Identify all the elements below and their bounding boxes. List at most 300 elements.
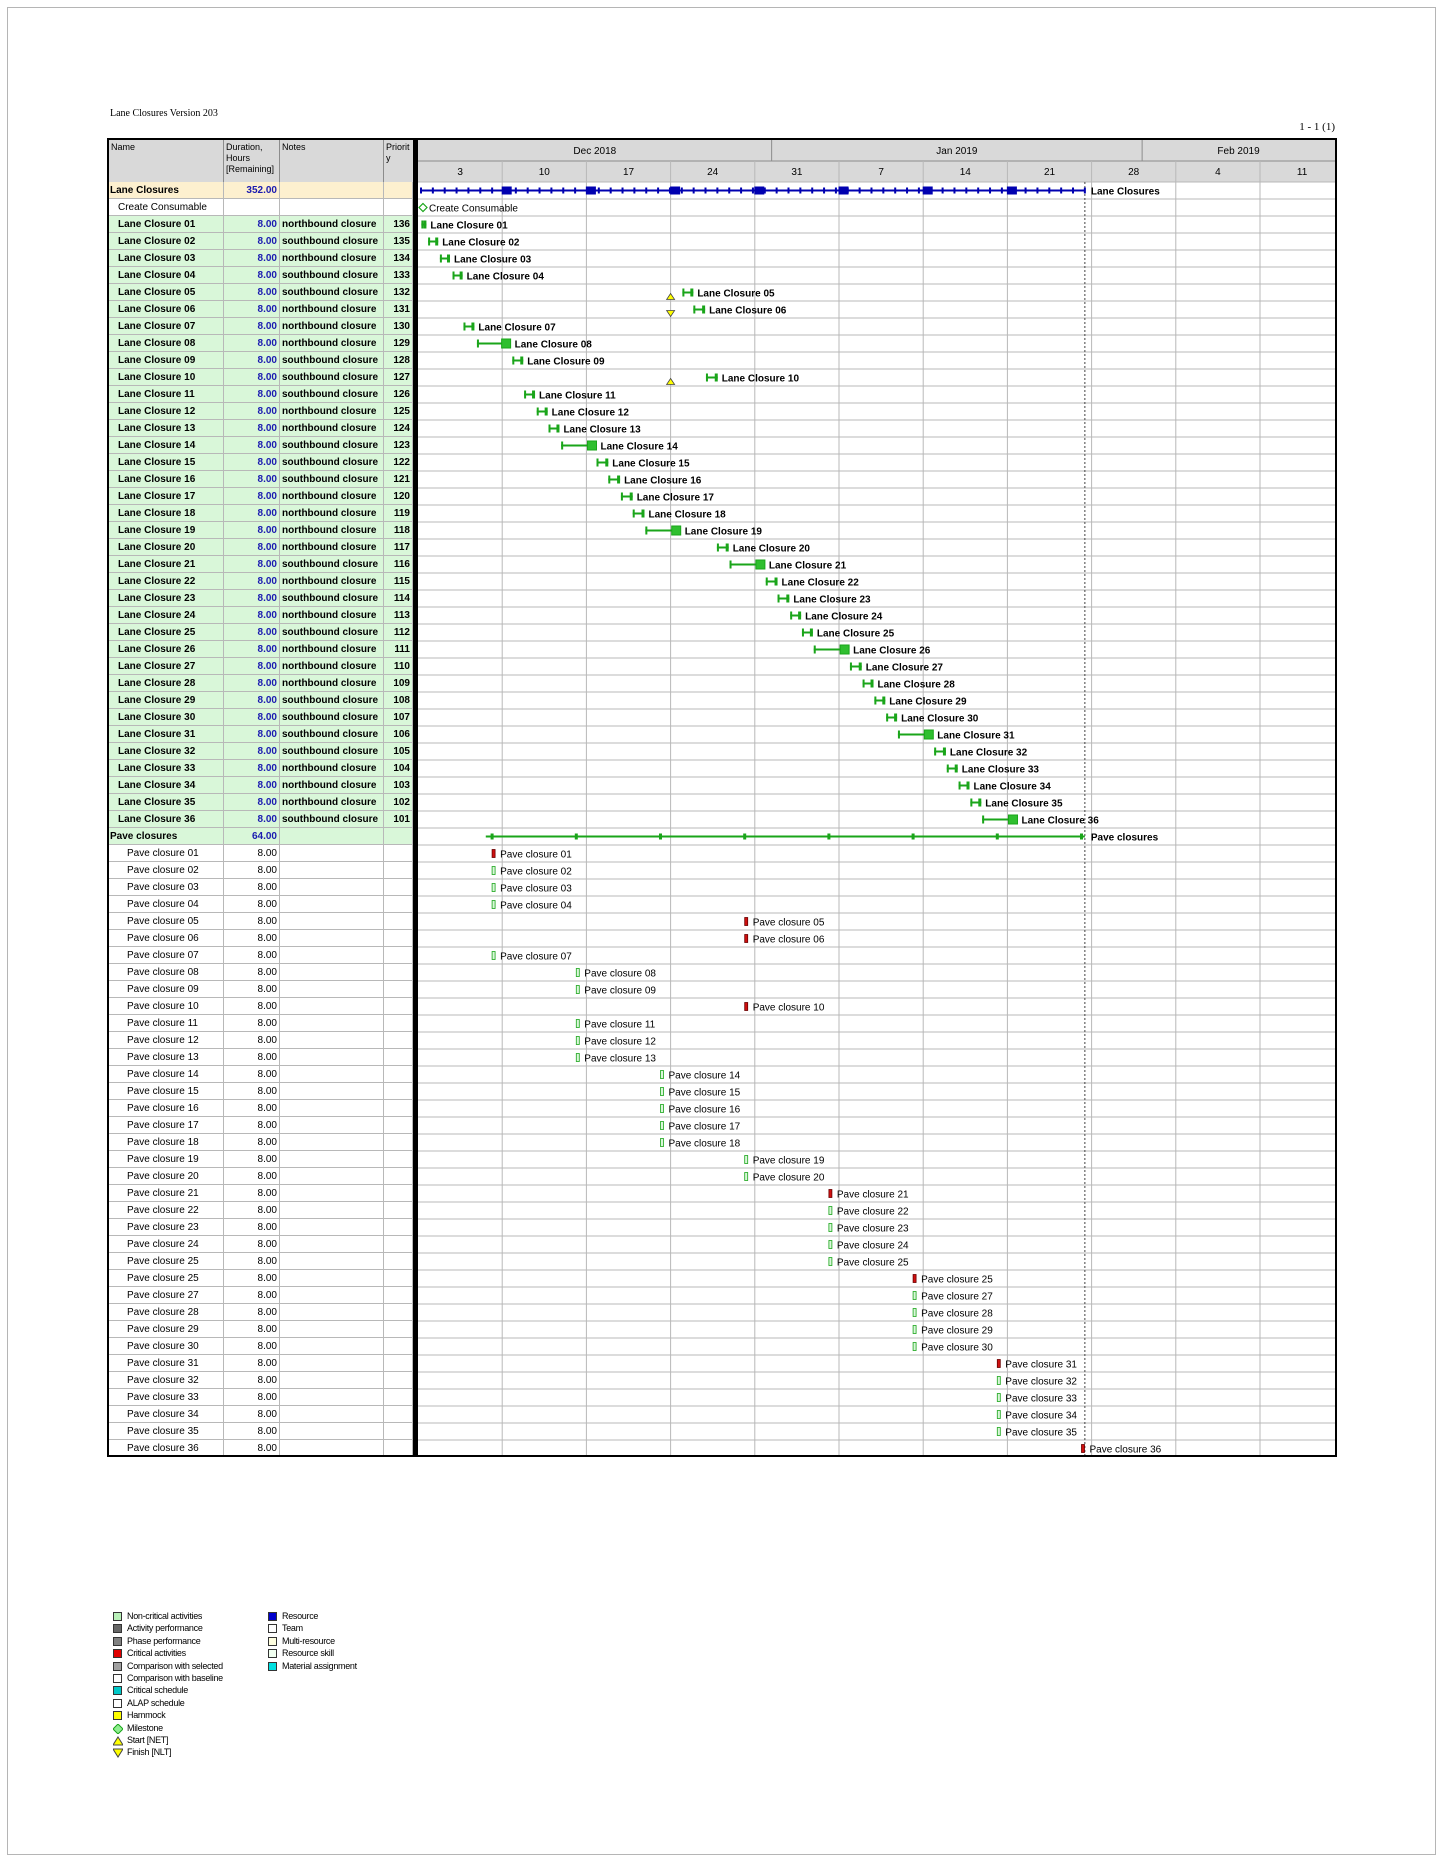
cell-duration: 8.00 bbox=[224, 369, 280, 386]
cell-priority: 111 bbox=[384, 641, 413, 658]
cell-notes bbox=[280, 1270, 384, 1287]
cell-name: Lane Closure 28 bbox=[109, 675, 224, 692]
table-row[interactable] bbox=[109, 1338, 413, 1355]
bar-label: Lane Closure 28 bbox=[877, 679, 955, 691]
table-row[interactable] bbox=[109, 760, 413, 777]
table-row[interactable] bbox=[109, 386, 413, 403]
table-row[interactable] bbox=[109, 1423, 413, 1440]
bar-label: Lane Closure 36 bbox=[1021, 815, 1099, 827]
table-row[interactable] bbox=[109, 1321, 413, 1338]
table-row[interactable] bbox=[109, 301, 413, 318]
task-bar-end-cap bbox=[617, 476, 620, 484]
task-bar-end-cap bbox=[798, 612, 801, 620]
table-row[interactable] bbox=[109, 250, 413, 267]
pave-bar bbox=[745, 1173, 748, 1181]
table-row[interactable] bbox=[109, 1372, 413, 1389]
bar-label: Pave closure 34 bbox=[1005, 1410, 1078, 1422]
table-row[interactable] bbox=[109, 403, 413, 420]
cell-duration: 8.00 bbox=[224, 709, 280, 726]
cell-priority: 120 bbox=[384, 488, 413, 505]
table-row[interactable] bbox=[109, 777, 413, 794]
cell-priority bbox=[384, 1100, 413, 1117]
summary-tick bbox=[989, 188, 991, 194]
legend-label: Comparison with selected bbox=[127, 1660, 223, 1671]
cell-priority: 109 bbox=[384, 675, 413, 692]
task-bar-start-cap bbox=[633, 510, 635, 518]
table-row[interactable] bbox=[109, 624, 413, 641]
cell-priority: 116 bbox=[384, 556, 413, 573]
cell-notes bbox=[280, 1372, 384, 1389]
critical-pave-bar bbox=[1081, 1445, 1084, 1453]
cell-notes: southbound closure bbox=[280, 233, 384, 250]
gantt-svg bbox=[418, 140, 1335, 1455]
cell-priority bbox=[384, 1032, 413, 1049]
table-row[interactable] bbox=[109, 1049, 413, 1066]
cell-duration: 8.00 bbox=[224, 556, 280, 573]
cell-priority: 114 bbox=[384, 590, 413, 607]
task-bar-start-cap bbox=[970, 799, 972, 807]
cell-name: Pave closures bbox=[109, 828, 224, 845]
table-row[interactable] bbox=[109, 743, 413, 760]
table-row[interactable] bbox=[109, 845, 413, 862]
bar-label: Pave closure 23 bbox=[836, 1223, 909, 1235]
cell-priority: 124 bbox=[384, 420, 413, 437]
table-row[interactable] bbox=[109, 182, 413, 199]
bar-label: Lane Closure 11 bbox=[539, 390, 616, 402]
bar-label: Lane Closures bbox=[1090, 186, 1160, 198]
cell-duration: 8.00 bbox=[224, 1406, 280, 1423]
task-bar-start-cap bbox=[597, 459, 599, 467]
cell-notes bbox=[280, 1321, 384, 1338]
task-bar-start-cap bbox=[453, 272, 455, 280]
bar-label: Lane Closure 10 bbox=[721, 373, 800, 385]
cell-notes: northbound closure bbox=[280, 760, 384, 777]
pave-bar bbox=[576, 1037, 579, 1045]
legend-label: Finish [NLT] bbox=[127, 1747, 172, 1758]
table-row[interactable] bbox=[109, 1219, 413, 1236]
table-row[interactable] bbox=[109, 1440, 413, 1457]
cell-duration: 8.00 bbox=[224, 913, 280, 930]
task-bar-end-cap bbox=[871, 680, 874, 688]
cell-name: Lane Closure 09 bbox=[109, 352, 224, 369]
summary-tick bbox=[491, 188, 493, 194]
cell-duration: 8.00 bbox=[224, 1117, 280, 1134]
cell-duration: 8.00 bbox=[224, 1236, 280, 1253]
table-row[interactable] bbox=[109, 726, 413, 743]
cell-priority bbox=[384, 1389, 413, 1406]
cell-notes: southbound closure bbox=[280, 726, 384, 743]
table-row[interactable] bbox=[109, 1355, 413, 1372]
resource-block bbox=[670, 187, 680, 195]
bar-label: Lane Closure 05 bbox=[697, 288, 775, 300]
table-row[interactable] bbox=[109, 828, 413, 845]
table-row[interactable] bbox=[109, 522, 413, 539]
table-row[interactable] bbox=[109, 811, 413, 828]
table-row[interactable] bbox=[109, 1083, 413, 1100]
cell-notes: southbound closure bbox=[280, 454, 384, 471]
column-header-priority[interactable] bbox=[384, 140, 413, 182]
bar-label: Pave closure 24 bbox=[836, 1240, 909, 1252]
summary-tick bbox=[456, 188, 458, 194]
cell-duration: 8.00 bbox=[224, 403, 280, 420]
task-bar-end-cap bbox=[955, 765, 958, 773]
task-bar-start-cap bbox=[766, 578, 768, 586]
task-bar-end-cap bbox=[859, 663, 862, 671]
table-row[interactable] bbox=[109, 539, 413, 556]
table-row[interactable] bbox=[109, 1134, 413, 1151]
cell-notes: southbound closure bbox=[280, 369, 384, 386]
task-bar-start-cap bbox=[778, 595, 780, 603]
cell-notes: southbound closure bbox=[280, 624, 384, 641]
legend-label: Activity performance bbox=[127, 1623, 203, 1634]
table-row[interactable] bbox=[109, 420, 413, 437]
summary-tick bbox=[515, 188, 517, 194]
cell-duration: 8.00 bbox=[224, 250, 280, 267]
cell-notes bbox=[280, 1134, 384, 1151]
table-row[interactable] bbox=[109, 1151, 413, 1168]
table-row[interactable] bbox=[109, 1406, 413, 1423]
table-row[interactable] bbox=[109, 488, 413, 505]
triangle-down-glyph bbox=[113, 1748, 123, 1758]
table-row[interactable] bbox=[109, 862, 413, 879]
resource-block bbox=[839, 187, 849, 195]
pave-summary-tick bbox=[996, 834, 999, 840]
cell-name: Pave closure 13 bbox=[109, 1049, 224, 1066]
cell-duration: 8.00 bbox=[224, 573, 280, 590]
cell-notes bbox=[280, 1287, 384, 1304]
task-bar-end-cap bbox=[715, 374, 718, 382]
pave-bar bbox=[829, 1258, 832, 1266]
week-label: 28 bbox=[1128, 167, 1140, 178]
finish-nlt-marker bbox=[667, 311, 675, 317]
cell-duration: 8.00 bbox=[224, 930, 280, 947]
pave-bar bbox=[576, 969, 579, 977]
table-row[interactable] bbox=[109, 641, 413, 658]
task-bar-end-cap bbox=[810, 629, 813, 637]
cell-priority: 119 bbox=[384, 505, 413, 522]
table-row[interactable] bbox=[109, 267, 413, 284]
summary-tick bbox=[965, 188, 967, 194]
cell-duration: 8.00 bbox=[224, 216, 280, 233]
bar-label: Lane Closure 31 bbox=[937, 730, 1015, 742]
table-row[interactable] bbox=[109, 199, 413, 216]
bar-label: Lane Closure 17 bbox=[636, 492, 714, 504]
cell-priority bbox=[384, 879, 413, 896]
pave-bar bbox=[997, 1377, 1000, 1385]
cell-duration: 8.00 bbox=[224, 539, 280, 556]
table-row[interactable] bbox=[109, 1066, 413, 1083]
cell-notes: northbound closure bbox=[280, 403, 384, 420]
cell-priority bbox=[384, 913, 413, 930]
cell-notes: northbound closure bbox=[280, 216, 384, 233]
table-row[interactable] bbox=[109, 658, 413, 675]
start-net-marker bbox=[667, 294, 675, 300]
cell-notes: northbound closure bbox=[280, 505, 384, 522]
table-row[interactable] bbox=[109, 1117, 413, 1134]
task-bar-start-cap bbox=[886, 714, 888, 722]
task-bar-start-cap bbox=[802, 629, 804, 637]
legend-swatch bbox=[268, 1624, 277, 1633]
cell-priority: 117 bbox=[384, 539, 413, 556]
cell-duration bbox=[224, 199, 280, 216]
task-bar-block bbox=[924, 730, 933, 739]
bar-label: Lane Closure 18 bbox=[648, 509, 726, 521]
table-row[interactable] bbox=[109, 352, 413, 369]
cell-name: Pave closure 18 bbox=[109, 1134, 224, 1151]
diamond-shape bbox=[113, 1724, 123, 1734]
cell-priority: 101 bbox=[384, 811, 413, 828]
task-bar-start-cap bbox=[693, 306, 695, 314]
critical-pave-bar bbox=[829, 1190, 832, 1198]
pave-bar bbox=[492, 952, 495, 960]
table-row[interactable] bbox=[109, 1236, 413, 1253]
activity-table bbox=[107, 138, 415, 1457]
cell-duration: 8.00 bbox=[224, 1321, 280, 1338]
pave-bar bbox=[576, 986, 579, 994]
table-row[interactable] bbox=[109, 590, 413, 607]
summary-tick bbox=[598, 188, 600, 194]
summary-tick bbox=[479, 188, 481, 194]
bar-label: Pave closure 06 bbox=[752, 934, 825, 946]
cell-priority bbox=[384, 1151, 413, 1168]
cell-priority bbox=[384, 998, 413, 1015]
table-row[interactable] bbox=[109, 1389, 413, 1406]
table-row[interactable] bbox=[109, 947, 413, 964]
cell-notes: northbound closure bbox=[280, 318, 384, 335]
cell-duration: 8.00 bbox=[224, 1032, 280, 1049]
cell-duration: 8.00 bbox=[224, 1151, 280, 1168]
table-row[interactable] bbox=[109, 1304, 413, 1321]
table-row[interactable] bbox=[109, 1270, 413, 1287]
table-row[interactable] bbox=[109, 437, 413, 454]
bar-label: Pave closure 07 bbox=[500, 951, 572, 963]
table-row[interactable] bbox=[109, 1100, 413, 1117]
task-bar-end-cap bbox=[690, 289, 693, 297]
table-row[interactable] bbox=[109, 607, 413, 624]
cell-name: Pave closure 06 bbox=[109, 930, 224, 947]
cell-priority: 132 bbox=[384, 284, 413, 301]
summary-tick bbox=[657, 188, 659, 194]
cell-notes bbox=[280, 1219, 384, 1236]
cell-name: Pave closure 24 bbox=[109, 1236, 224, 1253]
table-row[interactable] bbox=[109, 913, 413, 930]
legend-swatch bbox=[268, 1649, 277, 1658]
cell-notes: southbound closure bbox=[280, 556, 384, 573]
bar-label: Lane Closure 32 bbox=[949, 747, 1028, 759]
column-header-name[interactable] bbox=[109, 140, 224, 182]
cell-duration: 8.00 bbox=[224, 743, 280, 760]
task-bar-block bbox=[588, 441, 597, 450]
summary-tick bbox=[574, 188, 576, 194]
pave-bar bbox=[576, 1020, 579, 1028]
task-bar-start-cap bbox=[850, 663, 852, 671]
table-row[interactable] bbox=[109, 930, 413, 947]
table-row[interactable] bbox=[109, 369, 413, 386]
cell-duration: 8.00 bbox=[224, 658, 280, 675]
table-row[interactable] bbox=[109, 1287, 413, 1304]
cell-duration: 8.00 bbox=[224, 1168, 280, 1185]
cell-priority: 106 bbox=[384, 726, 413, 743]
cell-priority: 103 bbox=[384, 777, 413, 794]
cell-notes: northbound closure bbox=[280, 420, 384, 437]
legend-swatch bbox=[113, 1686, 122, 1695]
table-row[interactable] bbox=[109, 216, 413, 233]
bar-label: Lane Closure 23 bbox=[793, 594, 871, 606]
cell-name: Pave closure 12 bbox=[109, 1032, 224, 1049]
table-row[interactable] bbox=[109, 1168, 413, 1185]
legend-label: ALAP schedule bbox=[127, 1697, 185, 1708]
legend-swatch bbox=[113, 1711, 122, 1720]
cell-notes: northbound closure bbox=[280, 301, 384, 318]
task-bar-end-cap bbox=[532, 391, 535, 399]
cell-notes: northbound closure bbox=[280, 641, 384, 658]
bar-label: Lane Closure 12 bbox=[551, 407, 629, 419]
task-bar-end-cap bbox=[702, 306, 705, 314]
cell-name: Pave closure 08 bbox=[109, 964, 224, 981]
table-row[interactable] bbox=[109, 233, 413, 250]
summary-tick bbox=[716, 188, 718, 194]
summary-tick bbox=[882, 188, 884, 194]
bar-label: Pave closure 21 bbox=[836, 1189, 909, 1201]
bar-label: Create Consumable bbox=[429, 203, 518, 215]
table-row[interactable] bbox=[109, 879, 413, 896]
cell-priority: 131 bbox=[384, 301, 413, 318]
cell-notes bbox=[280, 1066, 384, 1083]
table-row[interactable] bbox=[109, 896, 413, 913]
cell-duration: 8.00 bbox=[224, 1440, 280, 1457]
summary-tick bbox=[527, 188, 529, 194]
bar-label: Pave closure 01 bbox=[500, 849, 572, 861]
table-row[interactable] bbox=[109, 335, 413, 352]
bar-label: Pave closure 10 bbox=[752, 1002, 825, 1014]
cell-priority: 104 bbox=[384, 760, 413, 777]
table-row[interactable] bbox=[109, 1202, 413, 1219]
bar-label: Pave closure 30 bbox=[921, 1342, 993, 1354]
cell-duration: 8.00 bbox=[224, 318, 280, 335]
table-row[interactable] bbox=[109, 692, 413, 709]
month-label: Jan 2019 bbox=[936, 146, 978, 157]
cell-name: Lane Closure 31 bbox=[109, 726, 224, 743]
table-row[interactable] bbox=[109, 471, 413, 488]
pave-bar bbox=[492, 867, 495, 875]
cell-name: Pave closure 25 bbox=[109, 1253, 224, 1270]
cell-priority bbox=[384, 1168, 413, 1185]
cell-name: Pave closure 17 bbox=[109, 1117, 224, 1134]
cell-name: Pave closure 21 bbox=[109, 1185, 224, 1202]
cell-priority bbox=[384, 1406, 413, 1423]
cell-priority bbox=[384, 182, 413, 199]
table-row[interactable] bbox=[109, 1185, 413, 1202]
bar-label: Lane Closure 15 bbox=[612, 458, 690, 470]
table-row[interactable] bbox=[109, 964, 413, 981]
cell-priority bbox=[384, 1372, 413, 1389]
task-bar-end-cap bbox=[520, 357, 523, 365]
table-row[interactable] bbox=[109, 998, 413, 1015]
cell-notes: northbound closure bbox=[280, 539, 384, 556]
cell-notes: northbound closure bbox=[280, 335, 384, 352]
column-header-duration[interactable] bbox=[224, 140, 280, 182]
summary-tick bbox=[752, 188, 754, 194]
table-row[interactable] bbox=[109, 573, 413, 590]
pave-bar bbox=[492, 901, 495, 909]
cell-notes bbox=[280, 1423, 384, 1440]
bar-label: Lane Closure 13 bbox=[563, 424, 641, 436]
bar-label: Lane Closure 24 bbox=[805, 611, 883, 623]
table-row[interactable] bbox=[109, 709, 413, 726]
summary-tick bbox=[740, 188, 742, 194]
bar-label: Lane Closure 26 bbox=[853, 645, 931, 657]
cell-notes bbox=[280, 998, 384, 1015]
cell-notes: northbound closure bbox=[280, 488, 384, 505]
cell-name: Pave closure 15 bbox=[109, 1083, 224, 1100]
cell-priority: 130 bbox=[384, 318, 413, 335]
cell-notes: southbound closure bbox=[280, 471, 384, 488]
legend-label: Milestone bbox=[127, 1722, 163, 1733]
cell-notes: southbound closure bbox=[280, 590, 384, 607]
table-row[interactable] bbox=[109, 1015, 413, 1032]
legend-swatch bbox=[268, 1637, 277, 1646]
bar-label: Pave closure 15 bbox=[668, 1087, 741, 1099]
cell-priority bbox=[384, 1202, 413, 1219]
table-row[interactable] bbox=[109, 1253, 413, 1270]
bar-label: Pave closure 14 bbox=[668, 1070, 741, 1082]
task-bar-start-cap bbox=[561, 442, 563, 450]
table-row[interactable] bbox=[109, 505, 413, 522]
table-row[interactable] bbox=[109, 675, 413, 692]
cell-notes bbox=[280, 1338, 384, 1355]
cell-name: Lane Closure 26 bbox=[109, 641, 224, 658]
cell-priority bbox=[384, 1015, 413, 1032]
cell-duration: 8.00 bbox=[224, 964, 280, 981]
cell-name: Lane Closure 11 bbox=[109, 386, 224, 403]
table-row[interactable] bbox=[109, 1032, 413, 1049]
cell-name: Lane Closure 19 bbox=[109, 522, 224, 539]
triangle-up-icon bbox=[113, 1736, 122, 1745]
cell-name: Pave closure 32 bbox=[109, 1372, 224, 1389]
summary-tick bbox=[799, 188, 801, 194]
cell-name: Lane Closure 24 bbox=[109, 607, 224, 624]
cell-notes bbox=[280, 913, 384, 930]
table-row[interactable] bbox=[109, 794, 413, 811]
table-row[interactable] bbox=[109, 284, 413, 301]
pave-bar bbox=[913, 1292, 916, 1300]
cell-name: Pave closure 01 bbox=[109, 845, 224, 862]
table-row[interactable] bbox=[109, 318, 413, 335]
cell-priority bbox=[384, 1083, 413, 1100]
table-row[interactable] bbox=[109, 981, 413, 998]
cell-duration: 8.00 bbox=[224, 1134, 280, 1151]
cell-notes: southbound closure bbox=[280, 743, 384, 760]
table-row[interactable] bbox=[109, 454, 413, 471]
cell-name: Pave closure 09 bbox=[109, 981, 224, 998]
cell-name: Pave closure 05 bbox=[109, 913, 224, 930]
task-bar-start-cap bbox=[982, 816, 984, 824]
week-label: 14 bbox=[959, 167, 971, 178]
cell-duration: 8.00 bbox=[224, 1338, 280, 1355]
cell-notes bbox=[280, 896, 384, 913]
column-header-line: y bbox=[386, 153, 391, 163]
week-label: 17 bbox=[622, 167, 635, 178]
summary-tick bbox=[835, 188, 837, 194]
legend-swatch bbox=[113, 1649, 122, 1658]
cell-notes bbox=[280, 1440, 384, 1457]
bar-label: Pave closure 33 bbox=[1005, 1393, 1078, 1405]
column-header-notes[interactable] bbox=[280, 140, 384, 182]
cell-name: Lane Closure 17 bbox=[109, 488, 224, 505]
table-row[interactable] bbox=[109, 556, 413, 573]
bar-label: Lane Closure 27 bbox=[865, 662, 943, 674]
task-bar-start-cap bbox=[947, 765, 949, 773]
